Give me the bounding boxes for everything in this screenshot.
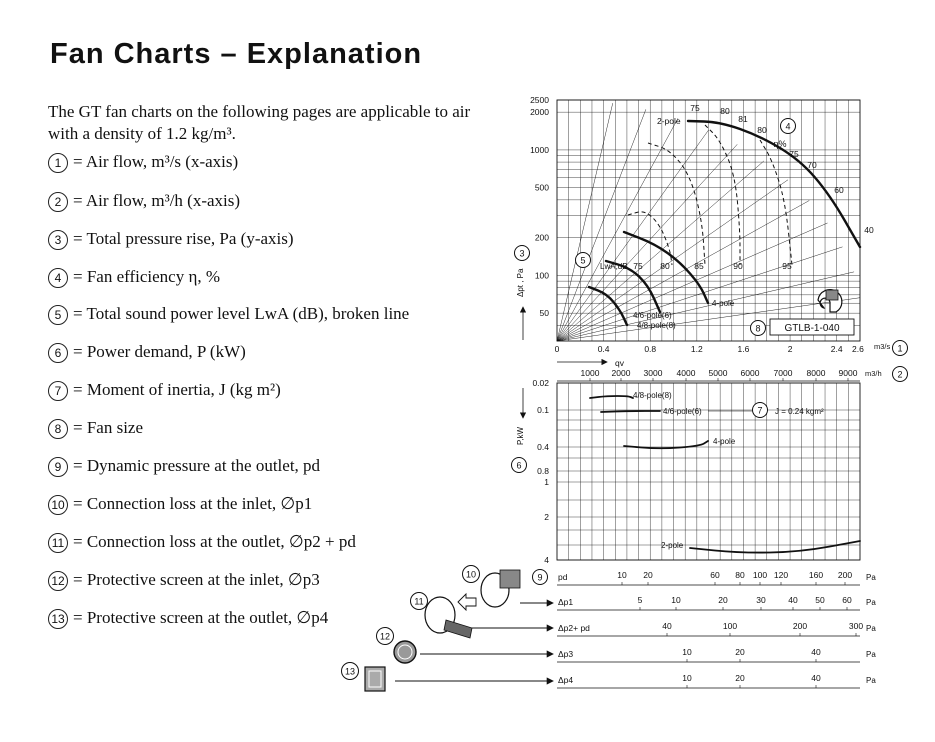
scale-tick-label: 5 — [637, 595, 643, 605]
fan-outlet-icon — [826, 290, 838, 300]
scale-row-label: Δp2+ pd — [558, 623, 590, 633]
x2-tick-label: 1000 — [580, 368, 600, 378]
x-tick-label: 2.4 — [830, 344, 843, 354]
legend-number: 13 — [48, 609, 68, 629]
y-tick-label: 50 — [539, 308, 549, 319]
efficiency-label: 75 — [789, 149, 799, 159]
system-line — [557, 180, 788, 341]
efficiency-label: 60 — [834, 185, 844, 195]
power-y-tick-label: 4 — [544, 555, 549, 565]
efficiency-label: 81 — [738, 114, 748, 124]
legend-text: = Air flow, m³/h (x-axis) — [73, 191, 241, 210]
scale-unit-label: Pa — [866, 650, 876, 659]
scale-tick-label: 30 — [756, 595, 766, 605]
x2-tick-label: 9000 — [838, 368, 858, 378]
scale-tick-label: 40 — [662, 621, 672, 631]
scale-tick-label: 200 — [792, 621, 808, 631]
scale-tick-label: 100 — [722, 621, 738, 631]
x2-tick-label: 3000 — [643, 368, 663, 378]
sound-level-label: LwA,dB — [600, 262, 628, 271]
callout-7-label: 7 — [757, 405, 763, 416]
sound-level-value: 90 — [733, 261, 743, 271]
scale-tick-label: 20 — [735, 647, 745, 657]
system-line — [557, 103, 613, 341]
scale-tick-label: 20 — [718, 595, 728, 605]
x2-tick-label: 6000 — [740, 368, 760, 378]
y-tick-label: 2500 — [530, 95, 549, 105]
power-series-label: 4/6-pole(6) — [663, 407, 702, 416]
legend-text: = Total pressure rise, Pa (y-axis) — [73, 229, 294, 248]
power-series-label: 4-pole — [713, 437, 736, 446]
callout-8-label: 8 — [755, 323, 761, 334]
legend-text: = Moment of inertia, J (kg m²) — [73, 380, 281, 399]
callout-4-label: 4 — [785, 121, 791, 132]
scale-tick-label: 10 — [682, 673, 692, 683]
legend-number: 7 — [48, 381, 68, 401]
efficiency-label: 75 — [690, 103, 700, 113]
y-tick-label: 500 — [534, 182, 549, 193]
callout-12-label: 12 — [379, 631, 391, 642]
series-label-4-pole: 4-pole — [712, 299, 735, 308]
legend-text: = Dynamic pressure at the outlet, pd — [73, 456, 321, 475]
inlet-arrow-icon — [458, 594, 476, 610]
scale-tick-label: 120 — [773, 570, 789, 580]
x-axis-label: qv — [615, 358, 624, 368]
x-unit-label: m3/s — [874, 342, 891, 351]
power-y-tick-label: 2 — [544, 512, 549, 522]
scale-row-label: Δp1 — [558, 597, 574, 607]
x-tick-label: 1.2 — [690, 344, 703, 354]
callout-6-label: 6 — [516, 460, 522, 471]
legend-text: = Protective screen at the outlet, ∅p4 — [73, 608, 329, 627]
x2-unit-label: m3/h — [865, 369, 882, 378]
legend-number: 9 — [48, 457, 68, 477]
legend-number: 6 — [48, 343, 68, 363]
legend-number: 1 — [48, 153, 68, 173]
sound-level-value: 75 — [633, 261, 643, 271]
legend-number: 2 — [48, 192, 68, 212]
legend-text: = Air flow, m³/s (x-axis) — [73, 152, 239, 171]
scale-tick-label: 200 — [837, 570, 853, 580]
scale-tick-label: 300 — [848, 621, 864, 631]
power-y-tick-label: 0.4 — [537, 442, 549, 452]
scale-tick-label: 40 — [811, 647, 821, 657]
x-tick-label: 1.6 — [737, 344, 750, 354]
legend-text: = Connection loss at the outlet, ∅p2 + pd — [73, 532, 356, 551]
scale-tick-label: 100 — [752, 570, 768, 580]
fan-size-label: GTLB-1-040 — [784, 323, 840, 334]
scale-row-label: pd — [558, 572, 568, 582]
scale-tick-label: 80 — [735, 570, 745, 580]
callout-13-label: 13 — [344, 666, 356, 677]
legend-number: 10 — [48, 495, 68, 515]
sound-level-value: 85 — [694, 261, 704, 271]
efficiency-label: 80 — [757, 125, 767, 135]
callout-9-label: 9 — [537, 572, 543, 583]
inertia-label: J = 0.24 kgm² — [775, 407, 824, 416]
legend-text: = Total sound power level LwA (dB), broken line — [73, 304, 410, 323]
power-y-axis-label: P,kW — [516, 426, 525, 445]
series-label-4-6-pole: 4/6-pole(6) — [633, 311, 672, 320]
page-title: Fan Charts – Explanation — [50, 38, 423, 70]
sound-level-curve — [628, 212, 672, 265]
scale-tick-label: 10 — [617, 570, 627, 580]
sound-level-value: 95 — [782, 261, 792, 271]
outlet-duct-icon — [444, 620, 472, 638]
callout-2-label: 2 — [897, 369, 903, 380]
sound-level-curve — [705, 125, 740, 265]
legend-number: 4 — [48, 268, 68, 288]
power-curve-p-46 — [601, 411, 660, 412]
callout-5-label: 5 — [580, 255, 586, 266]
power-curve-p-48 — [590, 396, 633, 398]
legend-number: 5 — [48, 305, 68, 325]
scale-tick-label: 40 — [788, 595, 798, 605]
power-series-label: 4/8-pole(8) — [633, 391, 672, 400]
fan-curve-48pole8 — [589, 287, 627, 325]
scale-tick-label: 10 — [671, 595, 681, 605]
scale-row-label: Δp3 — [558, 649, 574, 659]
legend-text: = Protective screen at the inlet, ∅p3 — [73, 570, 320, 589]
y-tick-label: 100 — [534, 270, 549, 281]
power-y-tick-label: 1 — [544, 477, 549, 487]
scale-tick-label: 60 — [842, 595, 852, 605]
x2-tick-label: 2000 — [611, 368, 631, 378]
legend-text: = Power demand, P (kW) — [73, 342, 246, 361]
efficiency-label: 70 — [807, 160, 817, 170]
inlet-duct-icon — [500, 570, 520, 588]
x-tick-label: 2 — [787, 344, 793, 354]
scale-row-label: Δp4 — [558, 675, 574, 685]
system-line — [557, 109, 646, 341]
scale-tick-label: 40 — [811, 673, 821, 683]
x2-tick-label: 8000 — [806, 368, 826, 378]
y-tick-label: 1000 — [530, 144, 549, 155]
sound-level-curve — [760, 140, 792, 265]
sound-level-value: 80 — [660, 261, 670, 271]
legend-number: 3 — [48, 230, 68, 250]
x2-tick-label: 7000 — [773, 368, 793, 378]
callout-10-label: 10 — [465, 569, 477, 580]
scale-tick-label: 160 — [808, 570, 824, 580]
x2-tick-label: 4000 — [676, 368, 696, 378]
y-tick-label: 200 — [534, 232, 549, 243]
efficiency-unit-label: η% — [773, 139, 787, 149]
scale-tick-label: 20 — [643, 570, 653, 580]
callout-11-label: 11 — [414, 596, 424, 607]
x2-tick-label: 5000 — [708, 368, 728, 378]
x-tick-label: 0 — [554, 344, 560, 354]
power-curve-p-2 — [690, 541, 860, 553]
inlet-screen-icon — [394, 641, 416, 663]
scale-unit-label: Pa — [866, 573, 876, 582]
efficiency-label: 80 — [720, 106, 730, 116]
intro-text: The GT fan charts on the following pages are applicable to air with a density of 1.2 kg/m³. — [48, 102, 471, 143]
legend-text: = Fan efficiency η, % — [73, 267, 221, 286]
series-label-2-pole: 2-pole — [657, 116, 681, 126]
scale-tick-label: 50 — [815, 595, 825, 605]
scale-unit-label: Pa — [866, 676, 876, 685]
scale-tick-label: 60 — [710, 570, 720, 580]
efficiency-label: 40 — [864, 225, 874, 235]
callout-3-label: 3 — [519, 248, 525, 259]
power-y-tick-label: 0.8 — [537, 466, 549, 476]
scale-tick-label: 10 — [682, 647, 692, 657]
power-y-tick-label: 0.02 — [532, 378, 549, 388]
legend-number: 12 — [48, 571, 68, 591]
scale-unit-label: Pa — [866, 598, 876, 607]
scale-tick-label: 20 — [735, 673, 745, 683]
series-label-4-8-pole: 4/8-pole(8) — [637, 321, 676, 330]
legend-number: 8 — [48, 419, 68, 439]
power-y-tick-label: 0.1 — [537, 405, 549, 415]
y-tick-label: 2000 — [530, 107, 549, 118]
legend-number: 11 — [48, 533, 68, 553]
power-series-label: 2-pole — [661, 541, 684, 550]
scale-unit-label: Pa — [866, 624, 876, 633]
y-axis-label: Δpt , Pa — [516, 268, 525, 297]
x-tick-label: 0.4 — [597, 344, 610, 354]
x-tick-label: 2.6 — [852, 344, 864, 354]
legend-text: = Connection loss at the inlet, ∅p1 — [73, 494, 313, 513]
callout-1-label: 1 — [897, 343, 903, 354]
legend-text: = Fan size — [73, 418, 144, 437]
x-tick-label: 0.8 — [644, 344, 657, 354]
